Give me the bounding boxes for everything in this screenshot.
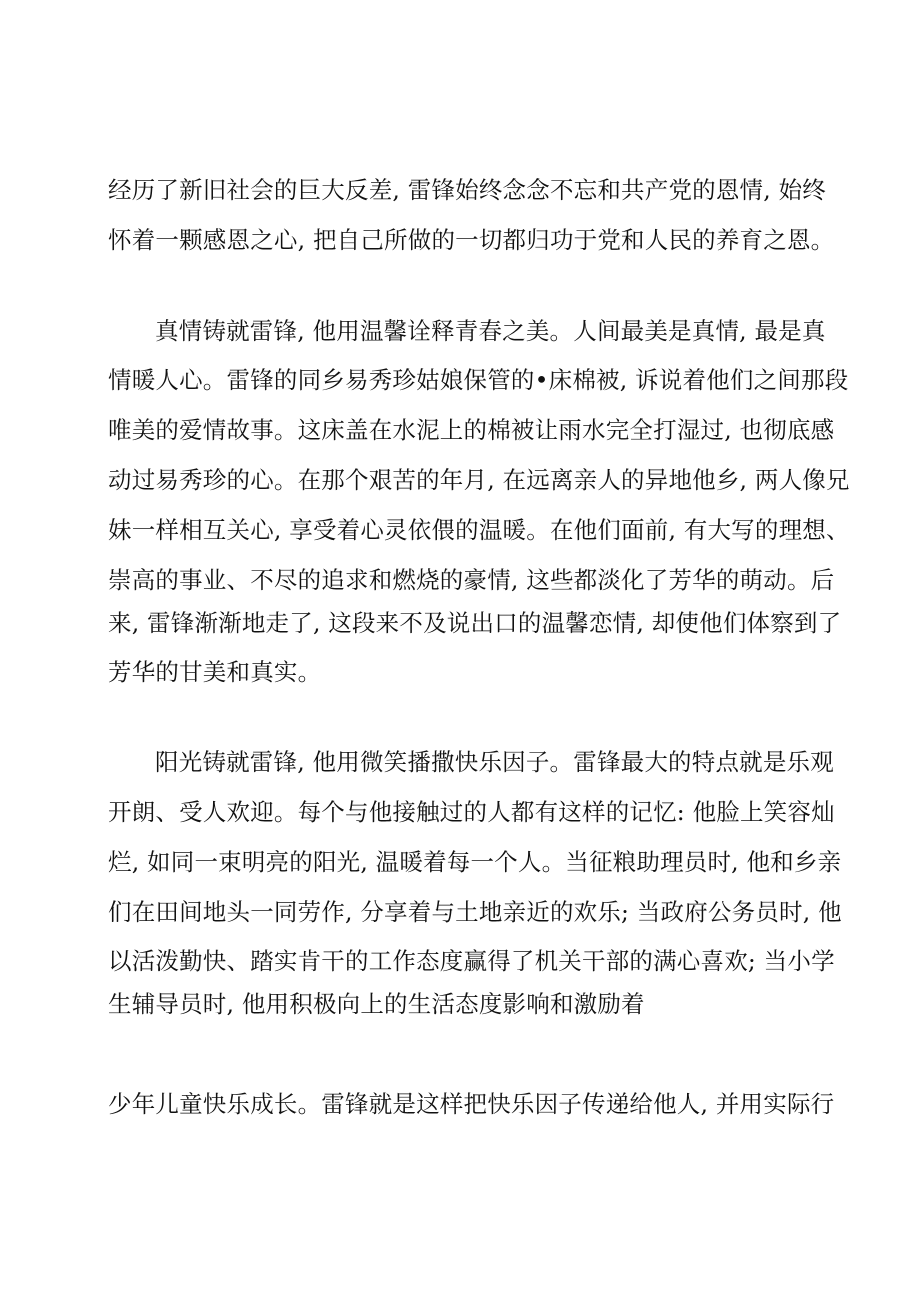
text-line: 以活泼勤快、踏实肯干的工作态度赢得了机关干部的满心喜欢; 当小学 bbox=[108, 947, 835, 975]
text-line: 唯美的爱情故事。这床盖在水泥上的棉被让雨水完全打湿过, 也彻底感 bbox=[108, 416, 835, 444]
text-line: 生辅导员时, 他用积极向上的生活态度影响和激励着 bbox=[108, 990, 645, 1018]
text-line: 动过易秀珍的心。在那个艰苦的年月, 在远离亲人的异地他乡, 两人像兄 bbox=[108, 466, 850, 494]
text-line: 少年儿童快乐成长。雷锋就是这样把快乐因子传递给他人, 并用实际行 bbox=[108, 1090, 835, 1118]
text-line: 开朗、受人欢迎。每个与他接触过的人都有这样的记忆: 他脸上笑容灿 bbox=[108, 798, 835, 826]
text-line: 情暖人心。雷锋的同乡易秀珍姑娘保管的•床棉被, 诉说着他们之间那段 bbox=[108, 366, 849, 394]
text-line: 妹一样相互关心, 享受着心灵依偎的温暖。在他们面前, 有大写的理想、 bbox=[108, 516, 850, 544]
text-line: 真情铸就雷锋, 他用温馨诠释青春之美。人间最美是真情, 最是真 bbox=[155, 317, 826, 345]
text-line: 烂, 如同一束明亮的阳光, 温暖着每一个人。当征粮助理员时, 他和乡亲 bbox=[108, 848, 842, 876]
text-line: 怀着一颗感恩之心, 把自己所做的一切都归功于党和人民的养育之恩。 bbox=[108, 226, 835, 254]
text-line: 们在田间地头一同劳作, 分享着与土地亲近的欢乐; 当政府公务员时, 他 bbox=[108, 898, 842, 926]
text-line: 崇高的事业、不尽的追求和燃烧的豪情, 这些都淡化了芳华的萌动。后 bbox=[108, 566, 835, 594]
text-line: 阳光铸就雷锋, 他用微笑播撒快乐因子。雷锋最大的特点就是乐观 bbox=[155, 748, 834, 776]
text-line: 来, 雷锋渐渐地走了, 这段来不及说出口的温馨恋情, 却使他们体察到了 bbox=[108, 609, 842, 637]
text-line: 经历了新旧社会的巨大反差, 雷锋始终念念不忘和共产党的恩情, 始终 bbox=[108, 176, 826, 204]
text-line: 芳华的甘美和真实。 bbox=[108, 658, 322, 686]
